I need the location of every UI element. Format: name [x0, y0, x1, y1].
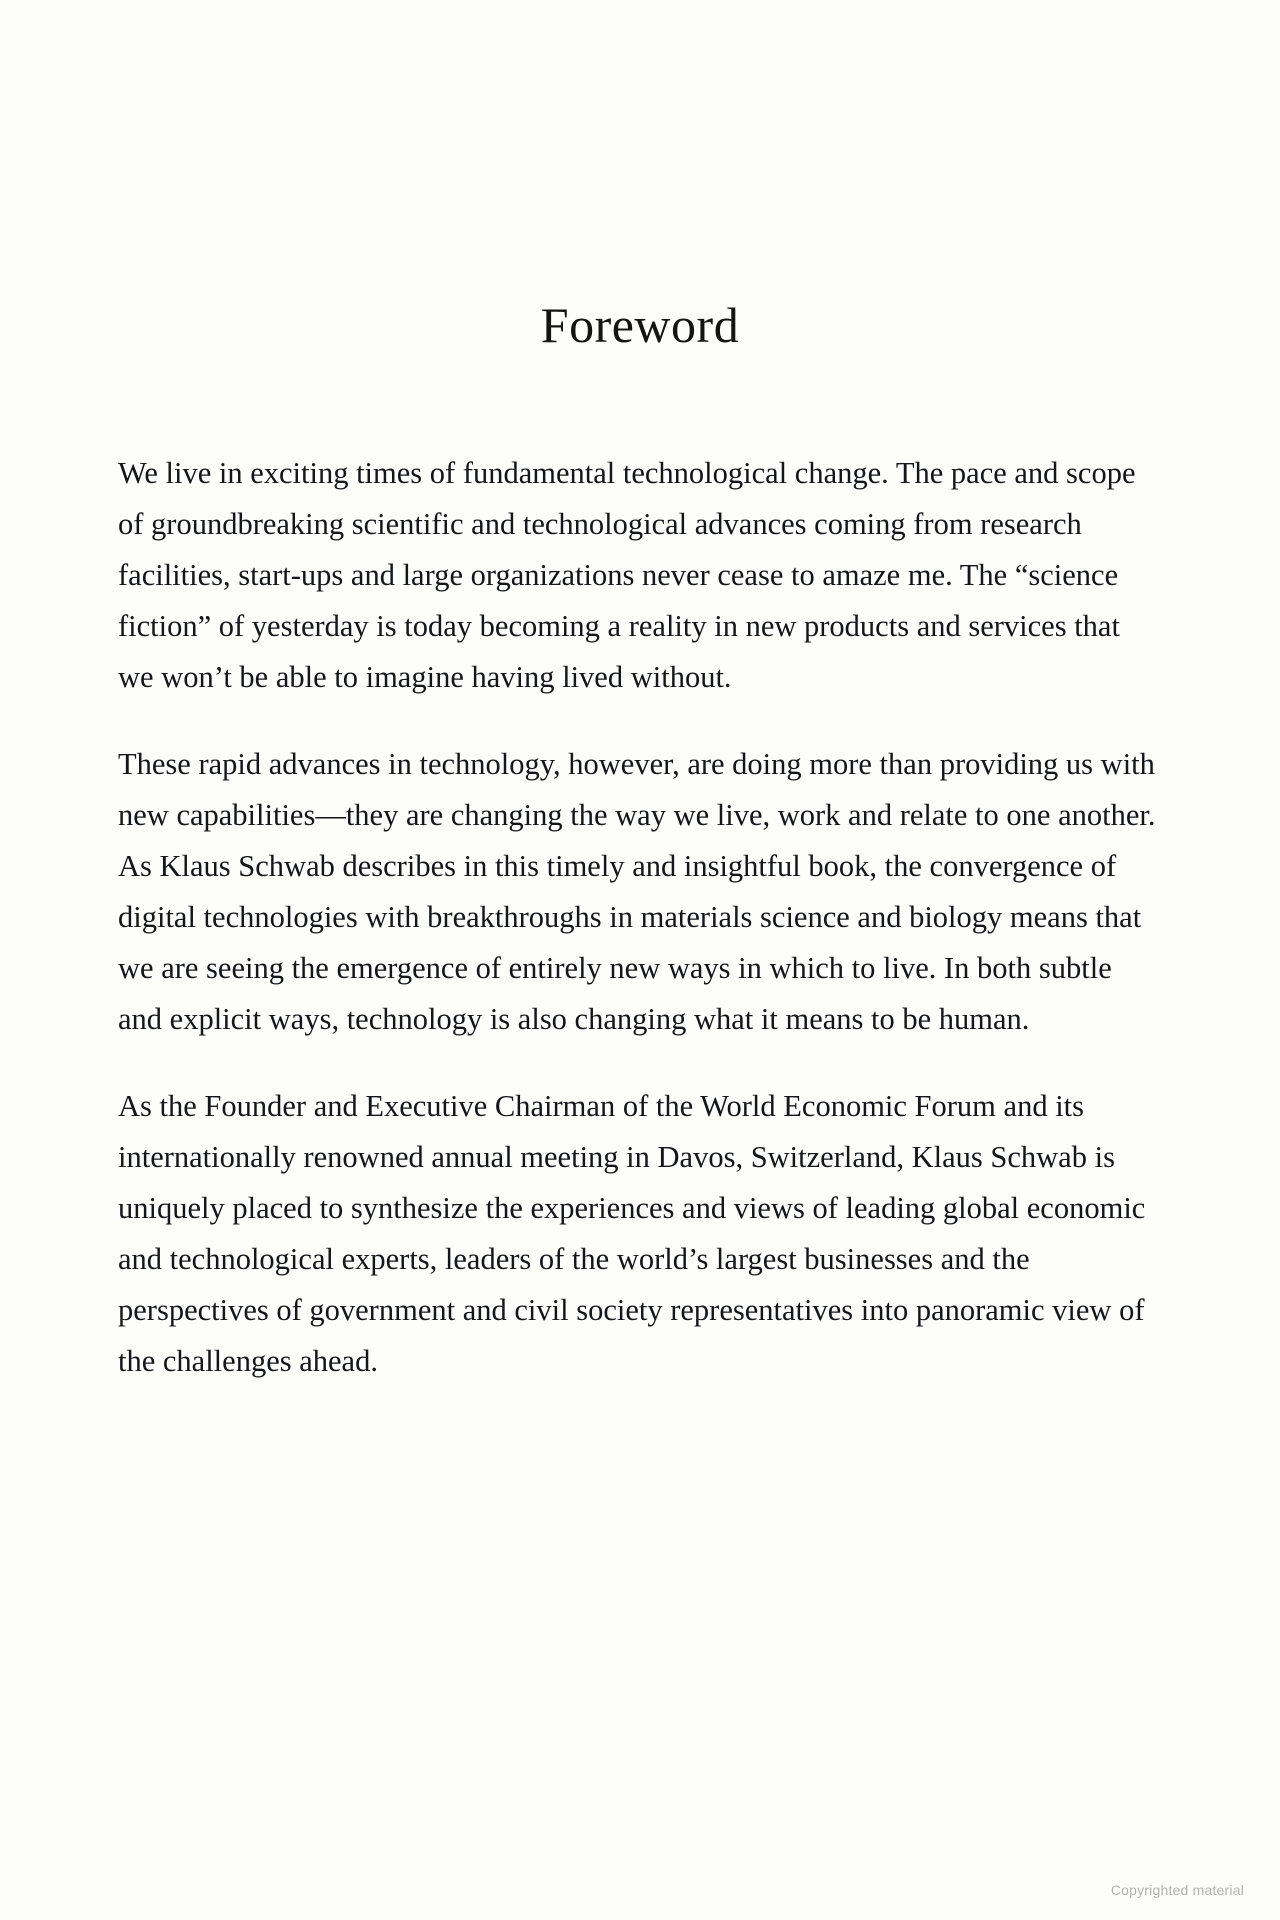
page-title: Foreword [540, 296, 740, 353]
paragraph: As the Founder and Executive Chairman of the World Economic Forum and its internationally renowned annual meeting in Davos, Switzerland, Klaus Schwab is uniquely placed to synthesize the experiences and views of leading global economic and technological experts, leaders of the world’s largest businesses and the perspectives of government and civil society representatives into panoramic view of the challenges ahead. [118, 1089, 1146, 1378]
paragraph: We live in exciting times of fundamental technological change. The pace and scope of groundbreaking scientific and technological advances coming from research facilities, start-ups and large organizations never cease to amaze me. The “science fiction” of yesterday is today becoming a reality in new products and services that we won’t be able to imagine having lived without. [118, 456, 1136, 694]
body-text [118, 448, 1158, 1423]
copyright-note: Copyrighted material [1110, 1882, 1244, 1898]
paragraph: These rapid advances in technology, however, are doing more than providing us with new capabilities—they are changing the way we live, work and relate to one another. As Klaus Schwab describes in this timely and insightful book, the convergence of digital technologies with breakthroughs in materials science and biology means that we are seeing the emergence of entirely new ways in which to live. In both subtle and explicit ways, technology is also changing what it means to be human. [118, 747, 1156, 1036]
